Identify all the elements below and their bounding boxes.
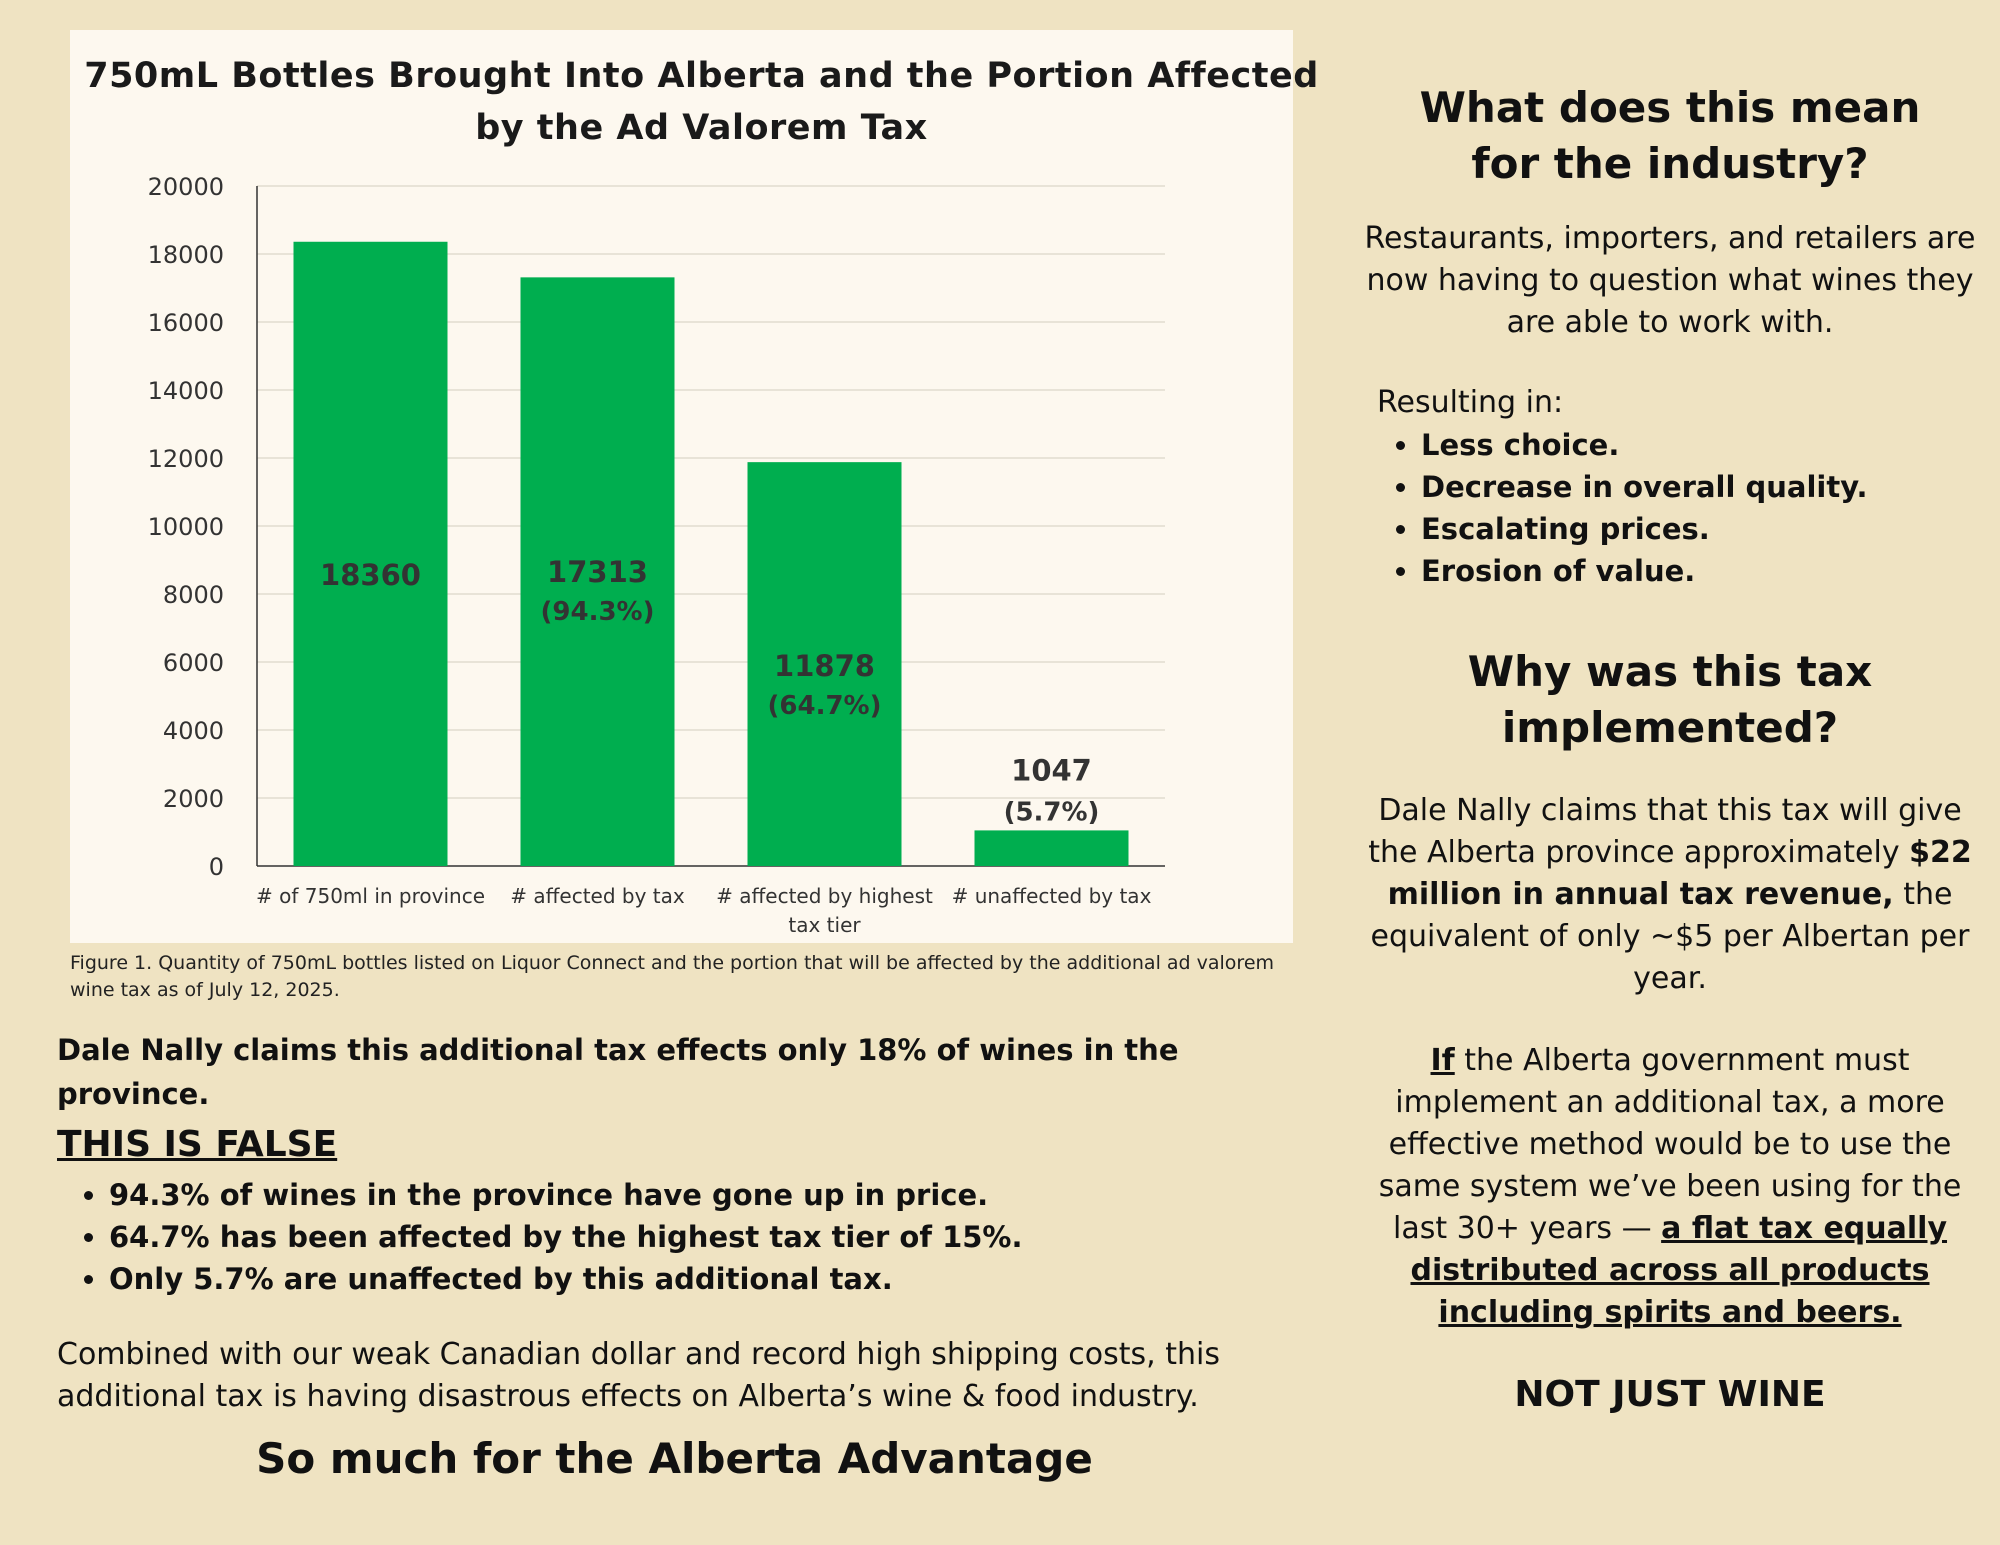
- x-tick-label: # affected by highest: [716, 884, 933, 908]
- false-heading: THIS IS FALSE: [57, 1124, 338, 1165]
- revenue-amount: $22 million in annual tax revenue,: [1387, 835, 1972, 912]
- why-heading-line2: implemented?: [1501, 703, 1839, 752]
- x-tick-label: # unaffected by tax: [951, 884, 1152, 908]
- industry-paragraph: Restaurants, importers, and retailers are now having to question what wines they are able to work with.: [1364, 221, 1976, 340]
- y-tick-label: 14000: [147, 377, 224, 405]
- claim-text: Dale Nally claims this additional tax effects only 18% of wines in the province.: [57, 1033, 1179, 1111]
- x-tick-label: # affected by tax: [510, 884, 685, 908]
- results-list: [1377, 424, 1985, 592]
- y-tick-label: 10000: [147, 513, 224, 541]
- list-item: • Only 5.7% are unaffected by this additional tax.: [109, 1258, 1317, 1300]
- y-tick-label: 20000: [147, 173, 224, 201]
- industry-heading-line1: What does this mean: [1419, 83, 1921, 132]
- if-word: If: [1430, 1043, 1455, 1078]
- chart-panel: [70, 30, 1319, 943]
- list-item: • 94.3% of wines in the province have gone up in price.: [109, 1174, 1317, 1216]
- y-tick-label: 12000: [147, 445, 224, 473]
- resulting-label: Resulting in:: [1377, 385, 1564, 420]
- percent-label: (94.3%): [540, 597, 655, 627]
- y-tick-label: 6000: [162, 649, 224, 677]
- percent-label: (5.7%): [1003, 797, 1100, 828]
- bar: [975, 830, 1129, 866]
- right-column: [1355, 80, 1985, 1415]
- revenue-text-c: the equivalent of only ~$5 per Albertan per year.: [1370, 877, 1970, 996]
- y-tick-label: 2000: [162, 785, 224, 813]
- x-tick-label: # of 750ml in province: [256, 884, 485, 908]
- data-label: 1047: [1011, 753, 1092, 788]
- list-item: • Decrease in overall quality.: [1421, 466, 1985, 508]
- y-tick-label: 0: [208, 853, 224, 881]
- why-heading: [1355, 644, 1985, 756]
- combined-paragraph: Combined with our weak Canadian dollar and record high shipping costs, this additional tax is having disastrous effects on Alberta’s wine & food industry.: [57, 1337, 1220, 1414]
- flat-tax-text: the Alberta government must implement an additional tax, a more effective method would be to use the same system we’ve been using for the last 30+ years —: [1378, 1043, 1962, 1246]
- left-column: [57, 1028, 1317, 1418]
- list-item: • Erosion of value.: [1421, 550, 1985, 592]
- data-label: 18360: [320, 558, 421, 592]
- y-tick-label: 8000: [162, 581, 224, 609]
- list-item: • 64.7% has been affected by the highest tax tier of 15%.: [109, 1216, 1317, 1258]
- not-just-wine: NOT JUST WINE: [1514, 1374, 1826, 1415]
- revenue-paragraph: [1355, 790, 1985, 1000]
- data-label: 11878: [774, 649, 875, 683]
- data-label: 17313: [547, 555, 648, 589]
- flat-tax-paragraph: [1355, 1040, 1985, 1334]
- industry-heading-line2: for the industry?: [1471, 139, 1869, 188]
- revenue-text-a: Dale Nally claims that this tax will give the Alberta province approximately: [1368, 793, 1962, 870]
- x-tick-label: tax tier: [788, 913, 861, 937]
- industry-heading: [1355, 80, 1985, 192]
- percent-label: (64.7%): [767, 691, 882, 721]
- list-item: • Less choice.: [1421, 424, 1985, 466]
- y-tick-label: 16000: [147, 309, 224, 337]
- false-bullets: [57, 1174, 1317, 1300]
- alberta-advantage-heading: So much for the Alberta Advantage: [256, 1434, 1093, 1483]
- chart-title: 750mL Bottles Brought Into Alberta and the Portion Affected by the Ad Valorem Tax: [84, 56, 1319, 148]
- flat-tax-emphasis: a flat tax equally distributed across all products including spirits and beers.: [1410, 1211, 1948, 1330]
- why-heading-line1: Why was this tax: [1467, 647, 1873, 696]
- y-tick-label: 18000: [147, 241, 224, 269]
- y-tick-label: 4000: [162, 717, 224, 745]
- bar-chart: [70, 30, 1293, 943]
- figure-caption: Figure 1. Quantity of 750mL bottles listed on Liquor Connect and the portion that will be affected by the additional ad valorem wine tax as of July 12, 2025.: [70, 952, 1275, 1001]
- bar: [294, 242, 448, 866]
- list-item: • Escalating prices.: [1421, 508, 1985, 550]
